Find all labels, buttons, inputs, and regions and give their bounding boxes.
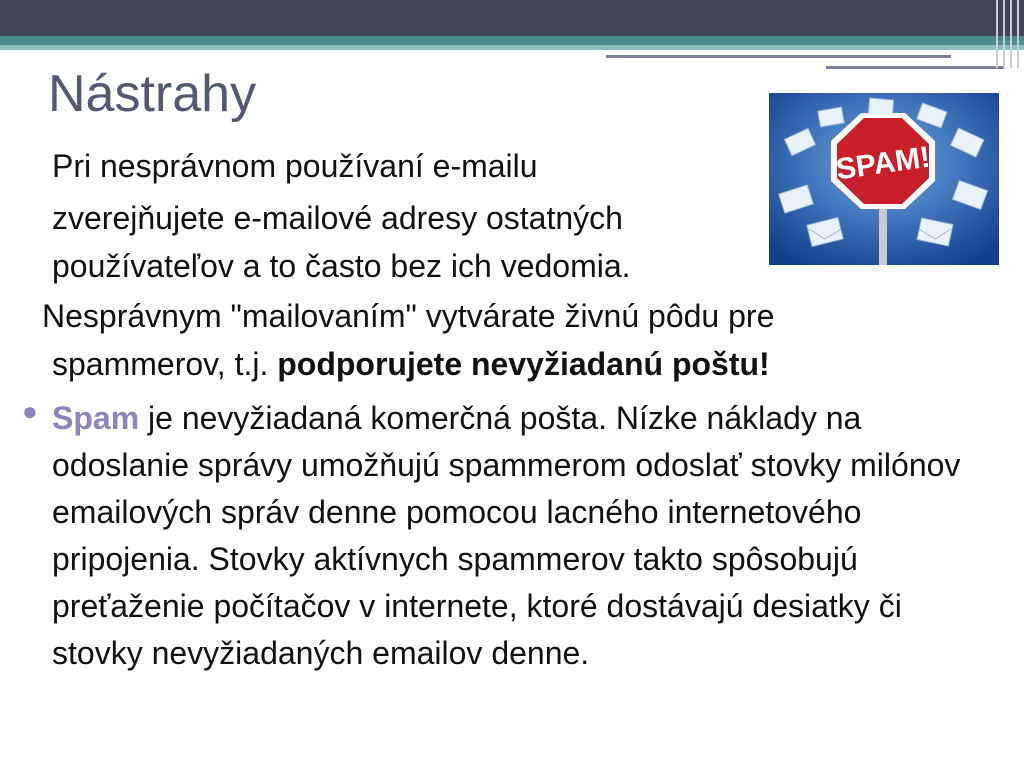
header-stripe <box>606 55 951 58</box>
slide-title: Nástrahy <box>48 65 257 123</box>
bullet-spam-definition <box>52 395 992 677</box>
paragraph-line: Pri nesprávnom používaní e-mailu <box>52 148 538 184</box>
svg-text:SPAM!: SPAM! <box>834 140 933 187</box>
header-stripe <box>826 66 1004 69</box>
paragraph-line: Nesprávnym "mailovaním" vytvárate živnú pôdu pre <box>42 298 775 334</box>
header-band-teal <box>0 36 1024 45</box>
bullet-text: je nevyžiadaná komerčná pošta. Nízke náklady na odoslanie správy umožňujú spammerom odoslať stovky milónov emailových správ denne pomocou lacného internetového pripojenia. Stovky aktívnych spammerov takto spôsobujú preťaženie počítačov v internete, ktoré dostávajú desiatky či stovky nevyžiadaných emailov denne. <box>52 400 961 671</box>
paragraph-email-misuse <box>52 142 792 290</box>
header-band-dark <box>0 0 1024 36</box>
paragraph-line: používateľov a to často bez ich vedomia. <box>52 248 631 284</box>
emphasis-text: podporujete nevyžiadanú poštu! <box>277 346 770 382</box>
bullet-dot-icon: ● <box>22 396 38 426</box>
paragraph-line <box>52 340 982 388</box>
spam-sign-image <box>769 93 999 265</box>
header-band-light <box>0 45 1024 50</box>
spam-term: Spam <box>52 400 140 436</box>
paragraph-line: zverejňujete e-mailové adresy ostatných <box>52 200 623 236</box>
paragraph-spam-support <box>42 292 982 388</box>
paragraph-text: spammerov, t.j. <box>52 346 278 382</box>
spam-stop-sign-icon <box>769 93 999 265</box>
